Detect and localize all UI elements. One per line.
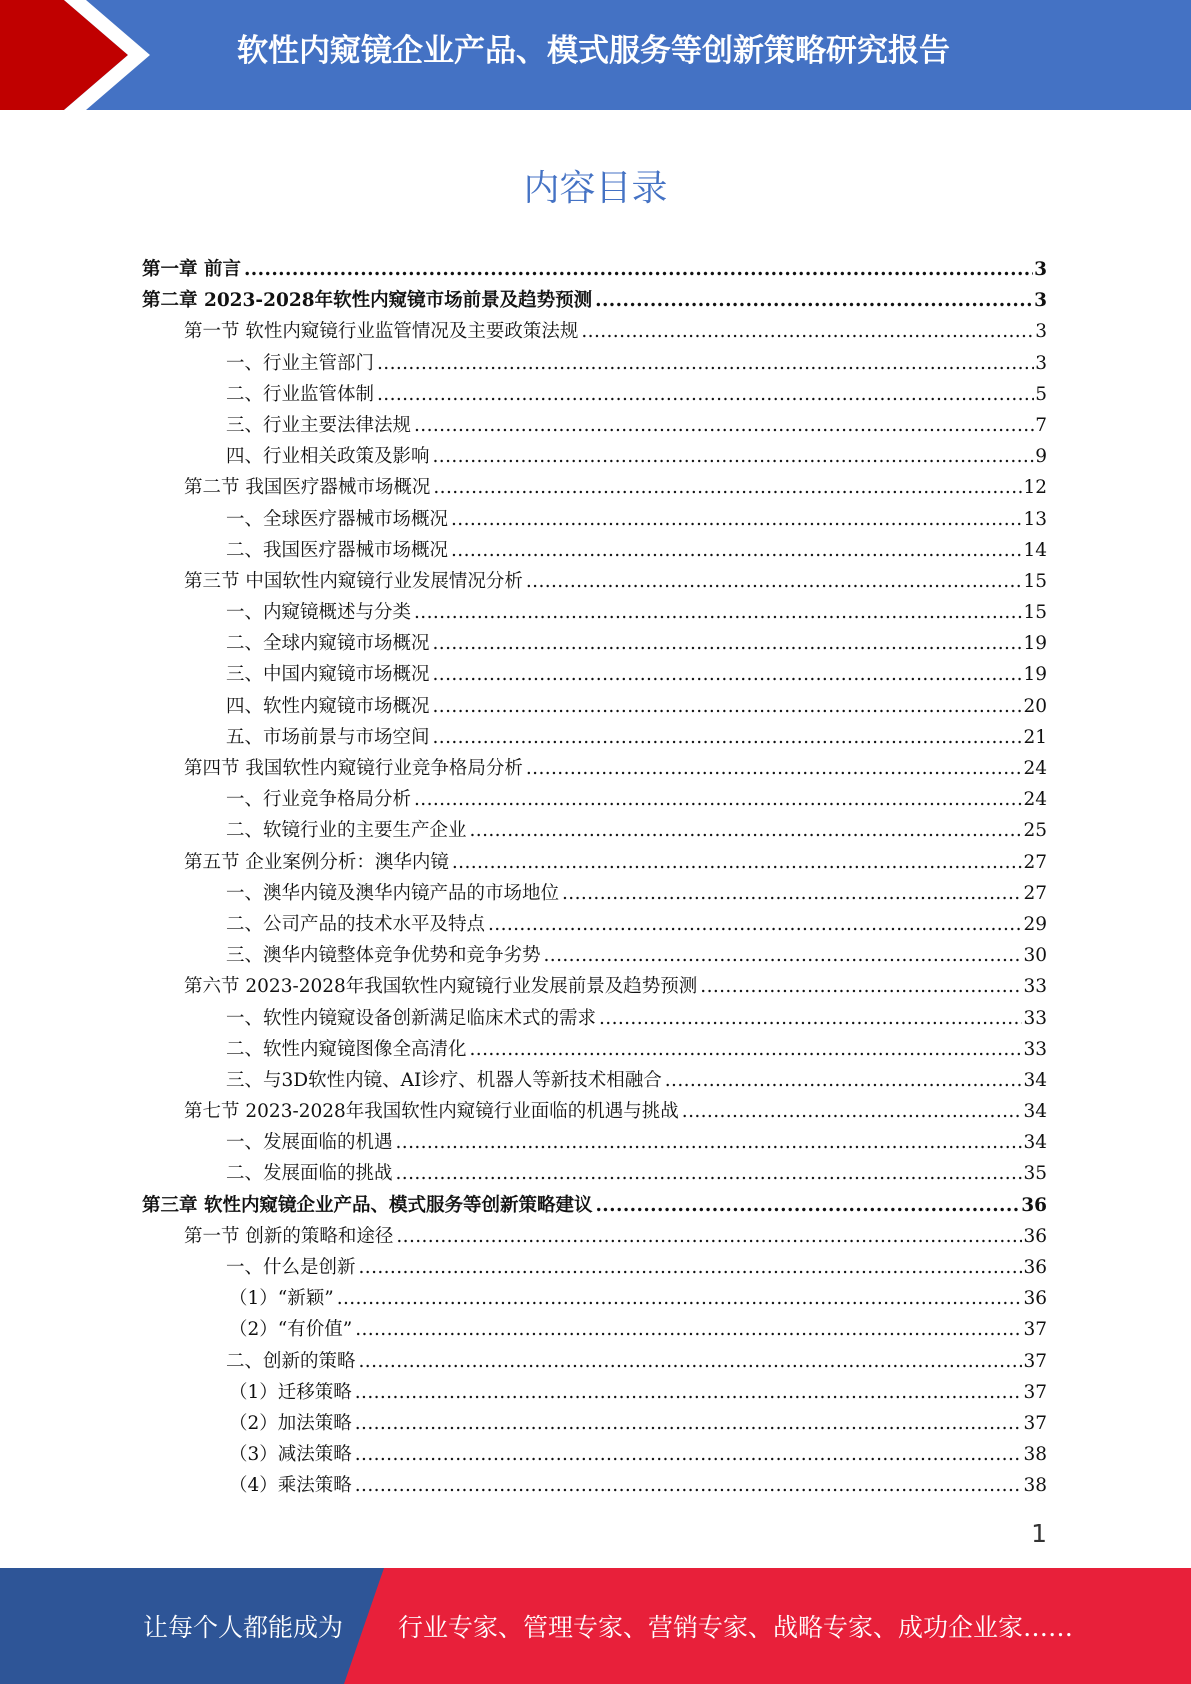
toc-dot-leader [682,1096,1023,1127]
toc-dot-leader [470,815,1023,846]
toc-entry[interactable] [226,597,1047,628]
toc-entry-page: 36 [1023,1288,1047,1310]
toc-dot-leader [355,1314,1022,1345]
header-banner [0,0,1191,110]
toc-dot-leader [700,971,1022,1002]
toc-dot-leader [470,1034,1023,1065]
toc-entry-page: 15 [1023,570,1047,592]
toc-entry-title: 四、软性内窥镜市场概况 [226,695,430,717]
toc-entry-page: 3 [1035,352,1047,374]
toc-entry-page: 27 [1023,882,1047,904]
toc-entry[interactable] [229,1314,1047,1345]
toc-entry-page: 5 [1035,383,1047,405]
toc-entry-title: 第一节 创新的策略和途径 [184,1225,394,1247]
toc-dot-leader [244,254,1033,285]
toc-entry[interactable] [226,815,1047,846]
toc-entry-page: 3 [1034,259,1047,280]
toc-dot-leader [433,628,1023,659]
toc-entry-title: 一、什么是创新 [226,1257,356,1278]
toc-entry-page: 9 [1035,446,1047,468]
toc-entry-page: 29 [1023,913,1047,935]
toc-dot-leader [451,504,1022,535]
toc-dot-leader [488,909,1022,940]
toc-entry-title: 二、行业监管体制 [226,383,375,405]
toc-list [0,254,1191,1502]
toc-entry-title: 三、行业主要法律法规 [226,414,412,436]
toc-dot-leader [526,566,1023,597]
toc-heading: 内容目录 [523,168,668,209]
toc-dot-leader [337,1283,1023,1314]
toc-entry[interactable] [226,878,1047,909]
toc-dot-leader [433,659,1023,690]
toc-entry-title: 二、全球内窥镜市场概况 [226,633,430,655]
toc-entry-title: 第一章 前言 [142,259,241,280]
toc-dot-leader [377,348,1034,379]
toc-entry-page: 25 [1023,820,1047,842]
toc-entry-title: （2）“有价值” [229,1319,353,1341]
toc-entry-title: 三、澳华内镜整体竞争优势和竞争劣势 [226,945,541,967]
toc-dot-leader [665,1065,1023,1096]
toc-dot-leader [359,1252,1023,1283]
toc-dot-leader [451,535,1022,566]
toc-entry-page: 34 [1023,1069,1047,1091]
footer-slogan-left: 让每个人都能成为 [143,1613,344,1642]
toc-entry-title: （3）减法策略 [229,1444,352,1466]
toc-entry-page: 12 [1023,477,1047,499]
toc-entry-title: 第五节 企业案例分析：澳华内镜 [184,851,449,873]
toc-entry[interactable] [184,1096,1047,1127]
toc-dot-leader [414,410,1034,441]
toc-entry[interactable] [226,1252,1047,1283]
toc-entry[interactable] [226,722,1047,753]
toc-entry-title: 第六节 2023-2028年我国软性内窥镜行业发展前景及趋势预测 [184,976,698,998]
toc-entry[interactable] [142,285,1047,316]
toc-dot-leader [355,1377,1023,1408]
page-number: 1 [1031,1519,1047,1548]
toc-entry-title: （1）“新颖” [229,1288,334,1310]
toc-entry-title: 五、市场前景与市场空间 [226,726,430,748]
toc-entry[interactable] [142,1190,1047,1221]
toc-entry[interactable] [229,1439,1047,1470]
toc-dot-leader [433,722,1023,753]
toc-entry-page: 38 [1023,1475,1047,1497]
toc-entry[interactable] [226,535,1047,566]
toc-entry[interactable] [226,1034,1047,1065]
toc-dot-leader [526,753,1023,784]
toc-entry[interactable] [184,753,1047,784]
toc-entry-page: 33 [1023,1038,1047,1060]
toc-entry-page: 37 [1023,1412,1047,1434]
toc-entry[interactable] [184,566,1047,597]
toc-entry-title: 二、我国医疗器械市场概况 [226,539,449,561]
toc-dot-leader [544,940,1023,971]
toc-entry-title: 二、发展面临的挑战 [226,1163,393,1185]
toc-entry-page: 30 [1023,945,1047,967]
report-title: 软性内窥镜企业产品、模式服务等创新策略研究报告 [237,33,950,69]
toc-entry-title: 第七节 2023-2028年我国软性内窥镜行业面临的机遇与挑战 [184,1101,679,1123]
toc-entry-title: 第三节 中国软性内窥镜行业发展情况分析 [184,570,523,592]
toc-entry-page: 33 [1023,1007,1047,1029]
toc-dot-leader [396,1158,1023,1189]
toc-dot-leader [581,316,1034,347]
toc-entry-page: 36 [1021,1194,1047,1216]
toc-entry-title: 第二章 2023-2028年软性内窥镜市场前景及趋势预测 [142,290,593,312]
toc-entry[interactable] [226,348,1047,379]
toc-entry-page: 36 [1023,1257,1047,1278]
toc-entry[interactable] [184,1221,1047,1252]
toc-entry[interactable] [226,1003,1047,1034]
toc-entry-page: 19 [1023,664,1047,686]
toc-entry-title: 三、中国内窥镜市场概况 [226,664,430,686]
footer-banner [0,1568,1191,1684]
toc-entry[interactable] [226,504,1047,535]
toc-dot-leader [433,691,1023,722]
toc-entry[interactable] [229,1408,1047,1439]
toc-entry-title: 第四节 我国软性内窥镜行业竞争格局分析 [184,758,523,779]
toc-entry[interactable] [226,379,1047,410]
toc-dot-leader [562,878,1022,909]
toc-entry-page: 24 [1023,789,1047,811]
toc-dot-leader [414,597,1022,628]
toc-dot-leader [396,1127,1023,1158]
toc-dot-leader [377,379,1034,410]
toc-entry[interactable] [226,659,1047,690]
toc-dot-leader [359,1346,1023,1377]
toc-entry-title: （4）乘法策略 [229,1475,352,1497]
toc-entry-title: 第二节 我国医疗器械市场概况 [184,477,431,499]
toc-entry-page: 37 [1023,1381,1047,1403]
toc-entry[interactable] [226,410,1047,441]
toc-entry-page: 21 [1023,726,1047,748]
toc-dot-leader [595,285,1033,316]
toc-dot-leader [414,784,1022,815]
toc-entry[interactable] [226,1127,1047,1158]
toc-entry-page: 35 [1023,1163,1047,1185]
toc-entry-title: （1）迁移策略 [229,1381,352,1403]
toc-entry-page: 3 [1035,321,1047,343]
toc-entry-page: 34 [1023,1132,1047,1154]
toc-entry[interactable] [226,1346,1047,1377]
toc-entry-page: 24 [1023,758,1047,779]
toc-dot-leader [355,1439,1023,1470]
toc-entry-title: 一、全球医疗器械市场概况 [226,508,449,530]
toc-entry-page: 19 [1023,633,1047,655]
toc-entry-page: 3 [1034,290,1047,312]
toc-entry-title: 二、软性内窥镜图像全高清化 [226,1038,467,1060]
toc-entry[interactable] [226,940,1047,971]
toc-dot-leader [599,1003,1022,1034]
toc-entry-title: 三、与3D软性内镜、AI诊疗、机器人等新技术相融合 [226,1069,662,1091]
toc-dot-leader [433,441,1035,472]
toc-entry-title: 第三章 软性内窥镜企业产品、模式服务等创新策略建议 [142,1194,593,1216]
toc-entry-page: 27 [1023,851,1047,873]
toc-entry-page: 38 [1023,1444,1047,1466]
toc-entry[interactable] [226,909,1047,940]
toc-dot-leader [595,1190,1020,1221]
toc-dot-leader [433,472,1022,503]
toc-entry-title: 二、创新的策略 [226,1350,356,1372]
toc-entry-title: （2）加法策略 [229,1412,352,1434]
toc-entry[interactable] [184,316,1047,347]
toc-entry-title: 二、软镜行业的主要生产企业 [226,820,467,842]
toc-entry-page: 7 [1035,414,1047,436]
toc-entry-page: 37 [1023,1350,1047,1372]
toc-entry-title: 一、软性内镜窥设备创新满足临床术式的需求 [226,1007,597,1029]
toc-entry[interactable] [229,1377,1047,1408]
toc-entry[interactable] [226,628,1047,659]
footer-slogan-right: 行业专家、管理专家、营销专家、战略专家、成功企业家…… [398,1613,1074,1642]
toc-entry[interactable] [184,472,1047,503]
toc-entry-page: 15 [1023,602,1047,624]
toc-entry-title: 一、行业竞争格局分析 [226,789,412,811]
toc-entry-page: 33 [1023,976,1047,998]
toc-entry-title: 四、行业相关政策及影响 [226,446,430,468]
toc-entry[interactable] [226,691,1047,722]
toc-dot-leader [355,1470,1023,1501]
toc-entry-page: 36 [1023,1225,1047,1247]
toc-entry-title: 一、行业主管部门 [226,352,375,374]
toc-entry-title: 一、澳华内镜及澳华内镜产品的市场地位 [226,882,560,904]
toc-entry-title: 第一节 软性内窥镜行业监管情况及主要政策法规 [184,321,579,343]
toc-entry[interactable] [184,971,1047,1002]
toc-entry[interactable] [184,847,1047,878]
toc-entry[interactable] [226,441,1047,472]
toc-entry-page: 14 [1023,539,1047,561]
toc-dot-leader [396,1221,1022,1252]
toc-dot-leader [452,847,1023,878]
toc-entry-title: 一、发展面临的机遇 [226,1132,393,1154]
toc-entry-title: 二、公司产品的技术水平及特点 [226,913,486,935]
toc-entry-title: 一、内窥镜概述与分类 [226,602,412,624]
toc-entry[interactable] [229,1470,1047,1501]
toc-entry-page: 13 [1023,508,1047,530]
toc-entry[interactable] [229,1283,1047,1314]
toc-entry[interactable] [226,1065,1047,1096]
toc-entry-page: 34 [1023,1101,1047,1123]
toc-entry-page: 20 [1023,695,1047,717]
toc-entry-page: 37 [1023,1319,1047,1341]
toc-entry[interactable] [142,254,1047,285]
toc-entry[interactable] [226,784,1047,815]
header-arrow-logo [0,0,160,110]
toc-entry[interactable] [226,1158,1047,1189]
toc-dot-leader [355,1408,1023,1439]
